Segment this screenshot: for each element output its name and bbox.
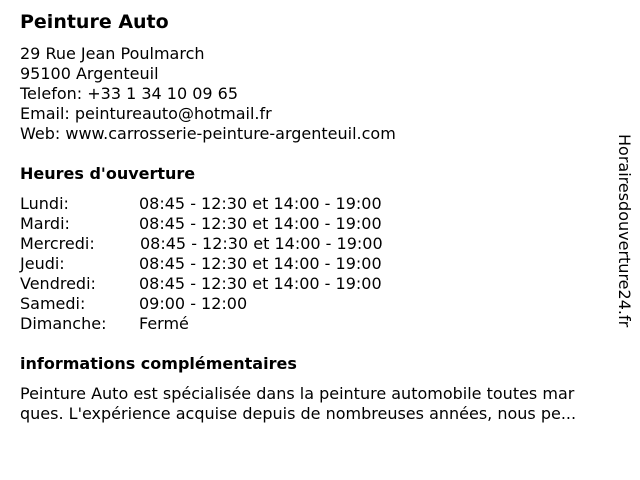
day-label: Samedi: (20, 294, 86, 313)
day-label: Vendredi: (20, 274, 96, 293)
time-value: 09:00 - 12:00 (139, 294, 248, 313)
day-label: Lundi: (20, 194, 69, 213)
time-value: 08:45 - 12:30 et 14:00 - 19:00 (140, 234, 383, 253)
website-text: Web: www.carrosserie-peinture-argenteuil.com (20, 124, 396, 143)
business-name: Peinture Auto (20, 11, 169, 33)
time-value: 08:45 - 12:30 et 14:00 - 19:00 (139, 274, 382, 293)
additional-info-heading: informations complémentaires (20, 354, 297, 373)
email-text: Email: peintureauto@hotmail.fr (20, 104, 272, 123)
day-label: Mercredi: (20, 234, 95, 253)
day-label: Dimanche: (20, 314, 107, 333)
day-label: Jeudi: (20, 254, 65, 273)
address-line-city: 95100 Argenteuil (20, 64, 159, 83)
contact-block (20, 44, 396, 144)
site-watermark: Horairesdouverture24.fr (615, 134, 634, 328)
address-line-street: 29 Rue Jean Poulmarch (20, 44, 205, 63)
time-value: Fermé (139, 314, 189, 333)
business-description (20, 384, 576, 424)
opening-hours-heading: Heures d'ouverture (20, 164, 196, 183)
time-value: 08:45 - 12:30 et 14:00 - 19:00 (139, 214, 382, 233)
day-label: Mardi: (20, 214, 70, 233)
phone-text: Telefon: +33 1 34 10 09 65 (20, 84, 239, 103)
time-value: 08:45 - 12:30 et 14:00 - 19:00 (139, 194, 382, 213)
time-value: 08:45 - 12:30 et 14:00 - 19:00 (139, 254, 382, 273)
description-line-1: Peinture Auto est spécialisée dans la peinture automobile toutes mar (20, 384, 575, 403)
description-line-2: ques. L'expérience acquise depuis de nombreuses années, nous pe... (20, 404, 577, 423)
